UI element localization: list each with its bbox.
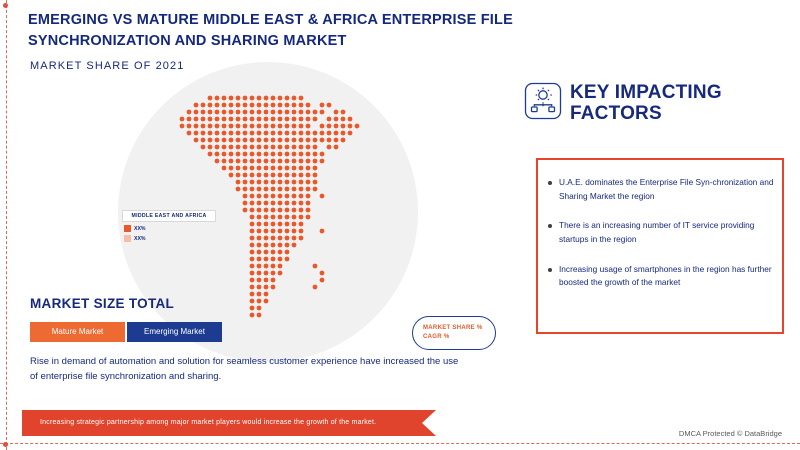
key-factor-text-2: There is an increasing number of IT service providing startups in the region [559,220,755,245]
strategic-partnership-banner [22,410,422,436]
market-share-cagr-pill [412,316,496,350]
corner-dot-bottom-left [3,442,8,447]
banner-text: Increasing strategic partnership among major market players would increase the growth of the market. [40,419,377,426]
legend-value-1: XX% [134,225,146,232]
key-factors-list [548,176,774,306]
page-subtitle: MARKET SHARE OF 2021 [30,60,185,72]
cagr-label: CAGR % [423,334,450,340]
market-share-label: MARKET SHARE % [423,325,483,331]
list-item [548,176,774,203]
key-factor-text-3: Increasing usage of smartphones in the region has further boosted the growth of the market [559,263,772,288]
market-size-total-heading: MARKET SIZE TOTAL [30,296,175,311]
corner-dot-top-left [3,3,8,8]
map-legend-row-2 [122,235,216,242]
kif-heading-line-1: KEY IMPACTING [570,82,722,103]
list-item [548,219,774,246]
map-legend [122,210,216,242]
legend-swatch-light-orange-icon [124,235,131,242]
bullet-icon [548,181,552,185]
legend-chip-mature-market: Mature Market [30,322,125,342]
legend-swatch-orange-icon [124,225,131,232]
map-legend-title: MIDDLE EAST AND AFRICA [122,210,216,222]
page-title: EMERGING VS MATURE MIDDLE EAST & AFRICA ENTERPRISE FILE SYNCHRONIZATION AND SHARING MARKET [28,12,513,50]
footer-copyright: DMCA Protected © DataBridge [678,429,782,438]
legend-value-2: XX% [134,235,146,242]
network-settings-icon [524,82,562,120]
market-description-text: Rise in demand of automation and solution for seamless customer experience have increased the use of enterprise file synchronization and sharing. [30,356,459,383]
list-item [548,263,774,290]
decorative-left-dashed-line [6,0,7,450]
bullet-icon [548,224,552,228]
key-factor-text-1: U.A.E. dominates the Enterprise File Syn-chronization and Sharing Market the region [559,177,774,201]
banner-arrow-tail-icon [422,410,436,436]
map-legend-row-1 [122,225,216,232]
key-impacting-factors-heading [570,82,722,125]
bullet-icon [548,268,552,272]
decorative-bottom-dashed-line [0,443,800,444]
kif-heading-line-2: FACTORS [570,103,662,125]
legend-chip-emerging-market: Emerging Market [127,322,222,342]
